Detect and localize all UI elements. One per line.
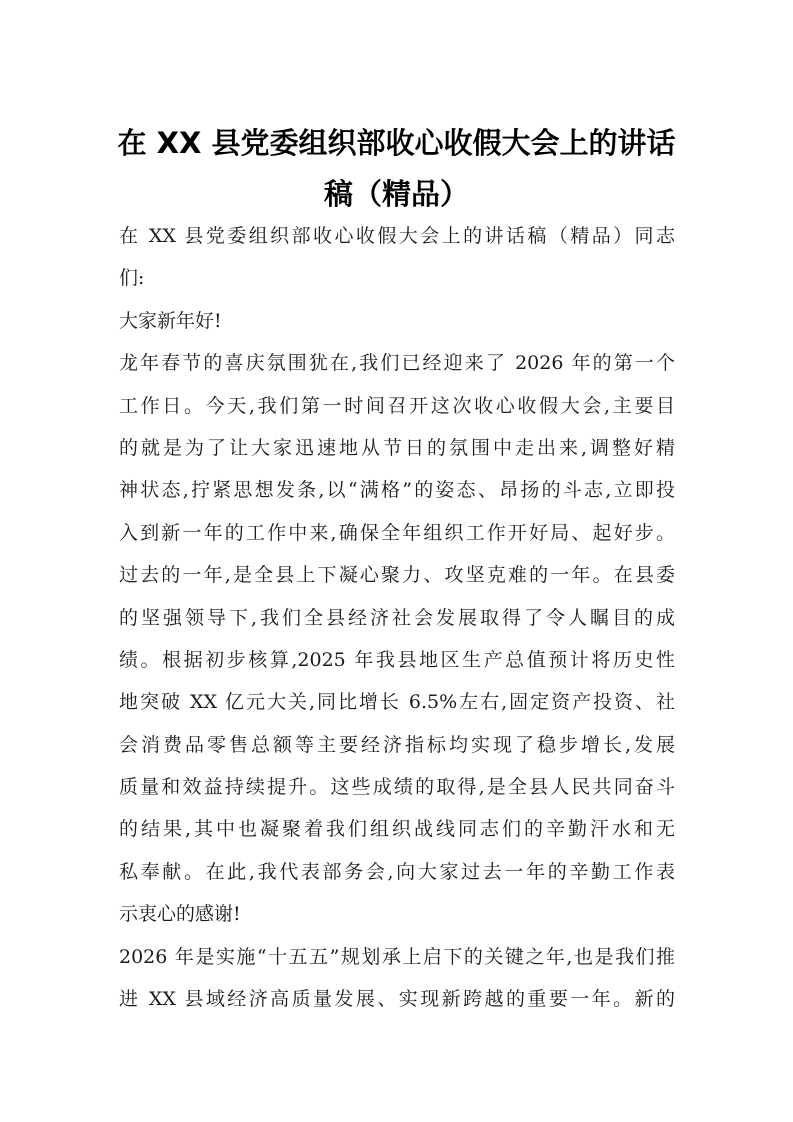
body-line-9: 过去的一年,是全县上下凝心聚力、攻坚克难的一年。在县委 — [119, 564, 675, 587]
body-line-13: 会消费品零售总额等主要经济指标均实现了稳步增长,发展 — [119, 733, 675, 756]
document-title — [100, 118, 693, 220]
body-line-4: 龙年春节的喜庆氛围犹在,我们已经迎来了 2026 年的第一个 — [119, 352, 675, 375]
body-line-16: 私奉献。在此,我代表部务会,向大家过去一年的辛勤工作表 — [119, 860, 675, 883]
body-line-7: 神状态,拧紧思想发条,以“满格”的姿态、昂扬的斗志,立即投 — [119, 479, 675, 502]
body-line-14: 质量和效益持续提升。这些成绩的取得,是全县人民共同奋斗 — [119, 776, 675, 799]
body-line-1: 在 XX 县党委组织部收心收假大会上的讲话稿（精品）同志 — [119, 225, 675, 247]
title-line-1: 在 XX 县党委组织部收心收假大会上的讲话 — [117, 126, 676, 160]
body-line-19: 进 XX 县域经济高质量发展、实现新跨越的重要一年。新的 — [119, 988, 675, 1011]
document-body — [119, 215, 675, 1020]
body-line-17: 示衷心的感谢! — [119, 903, 241, 926]
body-line-12: 地突破 XX 亿元大关,同比增长 6.5%左右,固定资产投资、社 — [119, 691, 675, 714]
body-line-15: 的结果,其中也凝聚着我们组织战线同志们的辛勤汗水和无 — [119, 818, 675, 841]
title-line-2: 稿（精品） — [323, 177, 469, 211]
body-line-2: 们: — [119, 267, 145, 290]
body-line-10: 的坚强领导下,我们全县经济社会发展取得了令人瞩目的成 — [119, 606, 675, 629]
body-line-6: 的就是为了让大家迅速地从节日的氛围中走出来,调整好精 — [119, 436, 675, 459]
body-line-3: 大家新年好! — [119, 309, 222, 332]
body-line-5: 工作日。今天,我们第一时间召开这次收心收假大会,主要目 — [119, 394, 675, 417]
body-line-8: 入到新一年的工作中来,确保全年组织工作开好局、起好步。 — [119, 521, 675, 544]
body-line-11: 绩。根据初步核算,2025 年我县地区生产总值预计将历史性 — [119, 648, 675, 671]
body-line-18: 2026 年是实施“十五五”规划承上启下的关键之年,也是我们推 — [119, 945, 675, 968]
